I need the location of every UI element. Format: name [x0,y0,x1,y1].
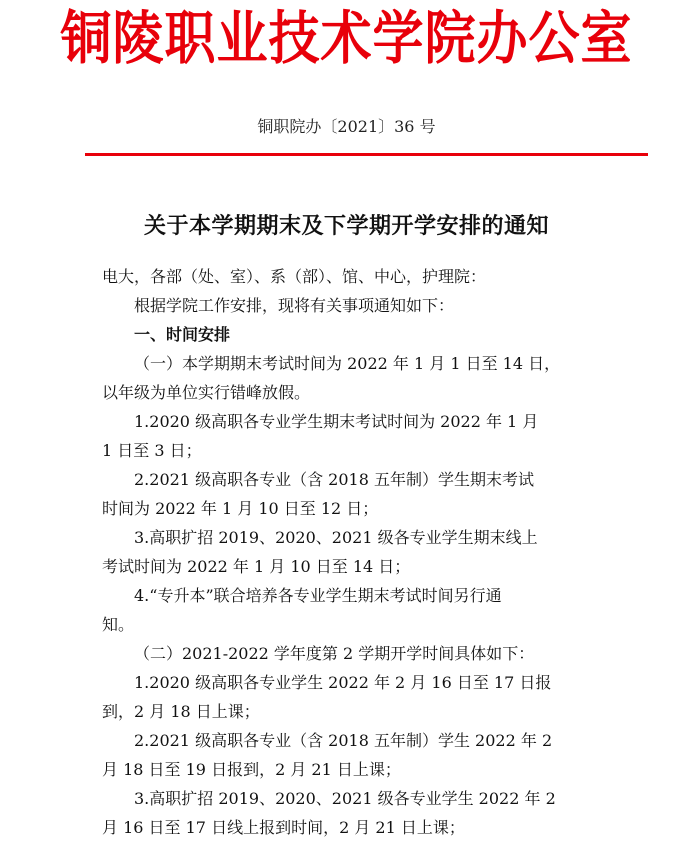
body-line: 以年级为单位实行错峰放假。 [102,383,311,402]
body-line: 1.2020 级高职各专业学生 2022 年 2 月 16 日至 17 日报 [134,673,552,692]
body-line: 2.2021 级高职各专业（含 2018 五年制）学生 2022 年 2 [134,731,553,750]
body-line: （一）本学期期末考试时间为 2022 年 1 月 1 日至 14 日， [134,354,561,373]
body-line: 电大，各部（处、室）、系（部）、馆、中心，护理院： [102,267,487,286]
body-line: 根据学院工作安排，现将有关事项通知如下： [134,296,455,315]
body-line: 考试时间为 2022 年 1 月 10 日至 14 日； [102,557,411,576]
body-line: （二）2021-2022 学年度第 2 学期开学时间具体如下： [134,644,535,663]
body-line: 2.2021 级高职各专业（含 2018 五年制）学生期末考试 [134,470,534,489]
notice-body [102,262,612,842]
notice-title: 关于本学期期末及下学期开学安排的通知 [143,213,549,239]
body-line: 4.“专升本”联合培养各专业学生期末考试时间另行通 [134,586,502,605]
red-divider-rule [85,153,648,156]
masthead-title: 铜陵职业技术学院办公室 [60,6,633,73]
body-line: 知。 [102,615,135,634]
body-line: 3.高职扩招 2019、2020、2021 级各专业学生 2022 年 2 [134,789,556,808]
body-line: 1.2020 级高职各专业学生期末考试时间为 2022 年 1 月 [134,412,539,431]
body-line: 到，2 月 18 日上课； [102,702,260,721]
body-line: 月 18 日至 19 日报到，2 月 21 日上课； [102,760,401,779]
section-heading: 一、时间安排 [134,325,231,344]
body-line: 3.高职扩招 2019、2020、2021 级各专业学生期末线上 [134,528,538,547]
body-line: 月 16 日至 17 日线上报到时间，2 月 21 日上课； [102,818,465,837]
document-number: 铜职院办〔2021〕36 号 [257,117,436,136]
body-line: 时间为 2022 年 1 月 10 日至 12 日； [102,499,379,518]
body-line: 1 日至 3 日； [102,441,202,460]
